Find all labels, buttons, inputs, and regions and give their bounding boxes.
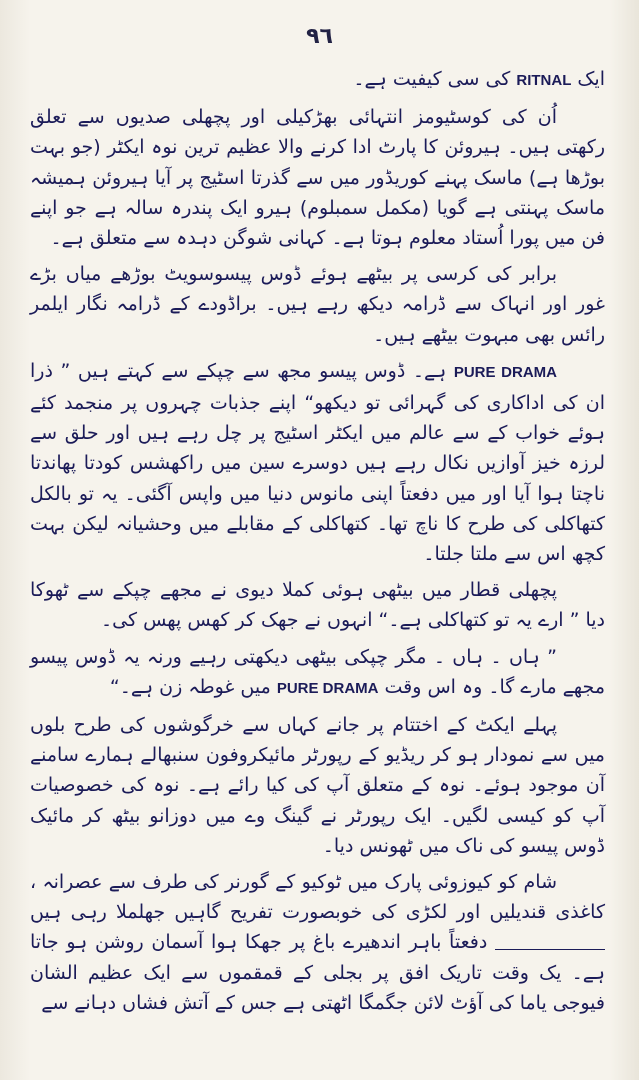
latin-term: RITNAL bbox=[516, 72, 572, 89]
paragraph-4: PURE DRAMA ہے۔ ڈوس پیسو مجھ سے چپکے سے کہتے ہیں ” ذرا ان کی اداکاری کی گہرائی تو دیکھو“ اپنے جذبات چہروں پر منجمد کئے ہوئے خواب کے سے عالم میں ایکٹر اسٹیج پر چل رہے ہیں اور حلق سے لرزہ خیز آوازیں نکال رہے ہیں دوسرے سین میں راکھشس کودتا پھاندتا ناچتا ہوا آیا اور میں دفعتاً اپنی مانوس دنیا میں واپس آگئی۔ یہ تو بالکل کتھاکلی کی طرح کا ناچ تھا۔ کتھاکلی کے مقابلے میں وحشیانہ لیکن بہت کچھ اس سے ملتا جلتا۔ bbox=[30, 359, 605, 566]
paragraph-1: ایک RITNAL کی سی کیفیت ہے۔ bbox=[353, 68, 605, 90]
paragraph-5: پچھلی قطار میں بیٹھی ہوئی کملا دیوی نے مجھے چپکے سے ٹھوکا دیا ” ارے یہ تو کتھاکلی ہے۔“ انہوں نے جھک کر کھس پھس کی۔ bbox=[30, 579, 605, 632]
page-number: ٩٦ bbox=[306, 24, 333, 49]
paragraph-6: ” ہاں ۔ ہاں ۔ مگر چپکی بیٹھی دیکھتی رہیے ورنہ یہ ڈوس پیسو مجھے مارے گا۔ وہ اس وقت PURE DRAMA میں غوطہ زن ہے۔“ bbox=[30, 645, 605, 698]
paragraph-8: شام کو کیوزوئی پارک میں ٹوکیو کے گورنر کی طرف سے عصرانہ ، کاغذی قندیلیں اور لکڑی کی خوبصورت تفریح گاہیں جھلملا رہی ہیں دفعتاً باہر اندھیرے باغ پر جھکا ہوا آسمان روشن ہو جاتا ہے۔ یک وقت تاریک افق پر بجلی کے قمقموں سے ایک عظیم الشان فیوجی یاما کی آؤٹ لائن جگمگا اٹھتی ہے جس کے آتش فشاں دہانے سے bbox=[30, 871, 605, 1014]
paragraph-7: پہلے ایکٹ کے اختتام پر جانے کہاں سے خرگوشوں کی طرح بلوں میں سے نمودار ہو کر ریڈیو کے رپورٹر مائیکروفون سنبھالے ہمارے سامنے آن موجود ہوئے۔ نوہ کے متعلق آپ کی کیا رائے ہے۔ نوہ کی خصوصیات آپ کو کیسی لگیں۔ ایک رپورٹر نے گینگ وے میں دوزانو بیٹھ کر مائیک ڈوس پیسو کی ناک میں ٹھونس دیا۔ bbox=[30, 714, 605, 857]
paragraph-3: برابر کی کرسی پر بیٹھے ہوئے ڈوس پیسوسویٹ بوڑھے میاں بڑے غور اور انہاک سے ڈرامہ دیکھ رہے ہیں۔ براڈودے کے ڈرامہ نگار ایلمر رائس بھی مبہوت بیٹھے ہیں۔ bbox=[30, 263, 605, 346]
latin-term: PURE DRAMA bbox=[453, 363, 557, 381]
blank-line bbox=[495, 935, 605, 950]
latin-term: PURE DRAMA bbox=[276, 679, 379, 697]
paragraph-2: اُن کی کوسٹیومز انتہائی بھڑکیلی اور پچھلی صدیوں سے تعلق رکھتی ہیں۔ ہیروئن کا پارٹ ادا کرنے والا عظیم ترین نوہ ایکٹر (جو بہت بوڑھا ہے) ماسک پہنے کوریڈور میں سے گذرتا اسٹیج پر آیا ہیروئن ہمیشہ ماسک پہنتی ہے گویا (مکمل سمبلوم) ہیرو ایک پندرہ سالہ ہے جو اپنے فن میں پورا اُستاد معلوم ہوتا ہے۔ کہانی شوگن دہدہ سے متعلق ہے۔ bbox=[30, 106, 605, 250]
page-body bbox=[30, 64, 605, 1018]
